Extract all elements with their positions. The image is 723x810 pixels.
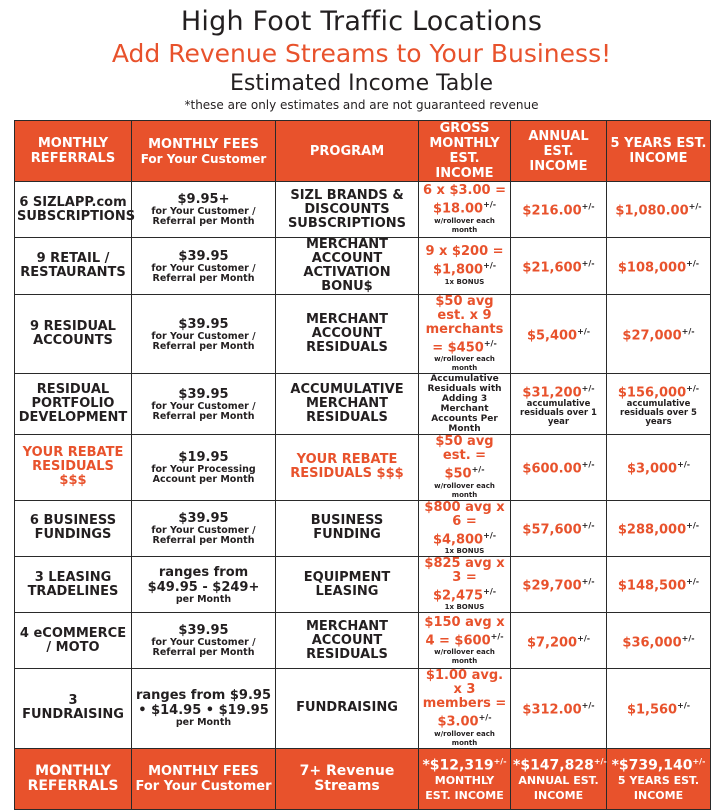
footer-gross: *$12,319+/- MONTHLY EST. INCOME <box>419 748 511 809</box>
col-header-fees: MONTHLY FEES For Your Customer <box>132 121 276 182</box>
cell-program: YOUR REBATE RESIDUALS $$$ <box>276 435 419 500</box>
cell-five-years: $108,000+/- <box>607 238 711 295</box>
cell-fees: $39.95 for Your Customer / Referral per Month <box>132 238 276 295</box>
cell-gross: $50 avg est. = $50+/- w/rollover each month <box>419 435 511 500</box>
table-row <box>15 182 711 238</box>
cell-gross: 9 x $200 = $1,800+/- 1x BONUS <box>419 238 511 295</box>
cell-fees: $39.95 for Your Customer / Referral per Month <box>132 613 276 669</box>
page-subtitle: Add Revenue Streams to Your Business! <box>111 39 612 68</box>
cell-program: BUSINESS FUNDING <box>276 500 419 556</box>
table-row <box>15 374 711 435</box>
table-row <box>15 613 711 669</box>
cell-program: EQUIPMENT LEASING <box>276 556 419 612</box>
table-row <box>15 556 711 612</box>
cell-program: ACCUMULATIVE MERCHANT RESIDUALS <box>276 374 419 435</box>
cell-fees: $39.95 for Your Customer / Referral per Month <box>132 374 276 435</box>
cell-five-years: $36,000+/- <box>607 613 711 669</box>
cell-gross: 6 x $3.00 = $18.00+/- w/rollover each month <box>419 182 511 238</box>
cell-fees: $19.95 for Your Processing Account per Month <box>132 435 276 500</box>
col-header-five-years: 5 YEARS EST. INCOME <box>607 121 711 182</box>
cell-annual: $312.00+/- <box>511 669 607 748</box>
cell-referrals: 4 eCOMMERCE / MOTO <box>15 613 132 669</box>
table-footer-row <box>15 748 711 809</box>
cell-annual: $7,200+/- <box>511 613 607 669</box>
cell-annual: $5,400+/- <box>511 295 607 374</box>
cell-referrals: 6 BUSINESS FUNDINGS <box>15 500 132 556</box>
cell-program: MERCHANT ACCOUNT ACTIVATION BONU$ <box>276 238 419 295</box>
page-header <box>0 0 723 112</box>
cell-gross: $800 avg x 6 = $4,800+/- 1x BONUS <box>419 500 511 556</box>
cell-five-years: $3,000+/- <box>607 435 711 500</box>
footer-referrals: MONTHLY REFERRALS <box>15 748 132 809</box>
col-header-referrals: MONTHLY REFERRALS <box>15 121 132 182</box>
cell-gross: Accumulative Residuals with Adding 3 Merchant Accounts Per Month <box>419 374 511 435</box>
cell-referrals: 3 FUNDRAISING <box>15 669 132 748</box>
cell-annual: $29,700+/- <box>511 556 607 612</box>
cell-five-years: $27,000+/- <box>607 295 711 374</box>
cell-five-years: $1,560+/- <box>607 669 711 748</box>
cell-referrals: 6 SIZLAPP.com SUBSCRIPTIONS <box>15 182 132 238</box>
page-title: High Foot Traffic Locations <box>180 6 543 37</box>
cell-fees: $39.95 for Your Customer / Referral per Month <box>132 295 276 374</box>
table-title: Estimated Income Table <box>230 71 493 96</box>
cell-annual: $21,600+/- <box>511 238 607 295</box>
cell-gross: $150 avg x 4 = $600+/- w/rollover each month <box>419 613 511 669</box>
table-row <box>15 435 711 500</box>
cell-program: MERCHANT ACCOUNT RESIDUALS <box>276 613 419 669</box>
cell-fees: $39.95 for Your Customer / Referral per Month <box>132 500 276 556</box>
cell-program: FUNDRAISING <box>276 669 419 748</box>
table-row <box>15 669 711 748</box>
cell-annual: $57,600+/- <box>511 500 607 556</box>
footer-five-years: *$739,140+/- 5 YEARS EST. INCOME <box>607 748 711 809</box>
cell-five-years: $156,000+/- accumulative residuals over 5 years <box>607 374 711 435</box>
col-header-gross: GROSS MONTHLY EST. INCOME <box>419 121 511 182</box>
cell-gross: $825 avg x 3 = $2,475+/- 1x BONUS <box>419 556 511 612</box>
table-row <box>15 295 711 374</box>
table-header-row <box>15 121 711 182</box>
cell-five-years: $288,000+/- <box>607 500 711 556</box>
footer-program: 7+ Revenue Streams <box>276 748 419 809</box>
cell-fees: $9.95+ for Your Customer / Referral per Month <box>132 182 276 238</box>
col-header-program: PROGRAM <box>276 121 419 182</box>
cell-annual: $216.00+/- <box>511 182 607 238</box>
income-table <box>14 120 711 810</box>
cell-referrals: 9 RETAIL / RESTAURANTS <box>15 238 132 295</box>
cell-program: MERCHANT ACCOUNT RESIDUALS <box>276 295 419 374</box>
table-row <box>15 238 711 295</box>
cell-referrals: 3 LEASING TRADELINES <box>15 556 132 612</box>
cell-program: SIZL BRANDS & DISCOUNTS SUBSCRIPTIONS <box>276 182 419 238</box>
disclaimer: *these are only estimates and are not guaranteed revenue <box>184 98 539 112</box>
cell-fees: ranges from $9.95 • $14.95 • $19.95 per Month <box>132 669 276 748</box>
col-header-annual: ANNUAL EST. INCOME <box>511 121 607 182</box>
cell-annual: $31,200+/- accumulative residuals over 1 year <box>511 374 607 435</box>
cell-annual: $600.00+/- <box>511 435 607 500</box>
table-row <box>15 500 711 556</box>
cell-five-years: $148,500+/- <box>607 556 711 612</box>
footer-annual: *$147,828+/- ANNUAL EST. INCOME <box>511 748 607 809</box>
cell-gross: $50 avg est. x 9 merchants = $450+/- w/rollover each month <box>419 295 511 374</box>
footer-fees: MONTHLY FEES For Your Customer <box>132 748 276 809</box>
cell-referrals: 9 RESIDUAL ACCOUNTS <box>15 295 132 374</box>
cell-fees: ranges from $49.95 - $249+ per Month <box>132 556 276 612</box>
cell-referrals: YOUR REBATE RESIDUALS $$$ <box>15 435 132 500</box>
cell-five-years: $1,080.00+/- <box>607 182 711 238</box>
cell-gross: $1.00 avg. x 3 members = $3.00+/- w/rollover each month <box>419 669 511 748</box>
cell-referrals: RESIDUAL PORTFOLIO DEVELOPMENT <box>15 374 132 435</box>
